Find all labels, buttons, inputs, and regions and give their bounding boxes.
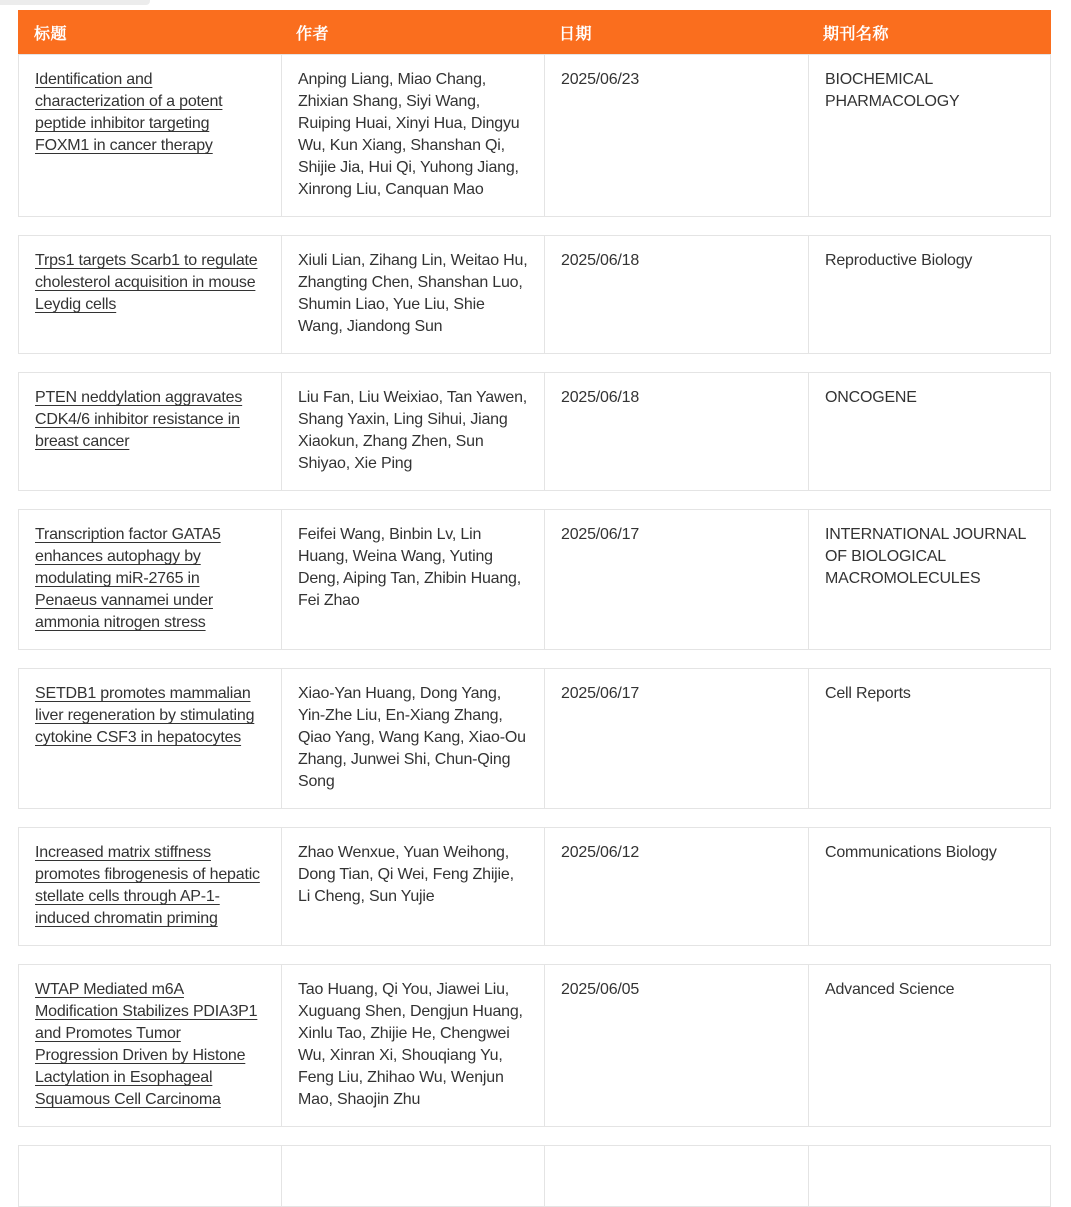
paper-title-link[interactable]: Trps1 targets Scarb1 to regulate cholesterol acquisition in mouse Leydig cells — [35, 252, 258, 313]
title-cell — [19, 510, 281, 649]
date-cell: 2025/06/18 — [544, 236, 808, 353]
authors-cell: Anping Liang, Miao Chang, Zhixian Shang, Siyi Wang, Ruiping Huai, Xinyi Hua, Dingyu Wu, Kun Xiang, Shanshan Qi, Shijie Jia, Hui Qi, Yuhong Jiang, Xinrong Liu, Canquan Mao — [281, 55, 544, 216]
column-header-date: 日期 — [559, 25, 593, 43]
paper-title-link[interactable]: WTAP Mediated m6A Modification Stabilizes PDIA3P1 and Promotes Tumor Progression Driven by Histone Lactylation in Esophageal Squamous Cell Carcinoma — [35, 981, 258, 1108]
column-header-journal: 期刊名称 — [823, 25, 890, 43]
title-cell — [19, 373, 281, 490]
date-cell: 2025/06/18 — [544, 373, 808, 490]
journal-cell: Communications Biology — [808, 828, 1052, 945]
column-header-title: 标题 — [34, 25, 68, 43]
table-row — [18, 827, 1051, 946]
table-row — [18, 372, 1051, 491]
journal-cell: INTERNATIONAL JOURNAL OF BIOLOGICAL MACROMOLECULES — [808, 510, 1052, 649]
column-header-authors: 作者 — [296, 25, 330, 43]
date-cell: 2025/06/17 — [544, 669, 808, 808]
table-row-partial — [18, 1145, 1051, 1207]
title-cell — [19, 55, 281, 216]
papers-table — [18, 10, 1051, 1207]
journal-cell: BIOCHEMICAL PHARMACOLOGY — [808, 55, 1052, 216]
authors-cell: Tao Huang, Qi You, Jiawei Liu, Xuguang Shen, Dengjun Huang, Xinlu Tao, Zhijie He, Chengwei Wu, Xinran Xi, Shouqiang Yu, Feng Liu, Zhihao Wu, Wenjun Mao, Shaojin Zhu — [281, 965, 544, 1126]
journal-cell: ONCOGENE — [808, 373, 1052, 490]
date-cell: 2025/06/12 — [544, 828, 808, 945]
table-row — [18, 668, 1051, 809]
paper-title-link[interactable]: SETDB1 promotes mammalian liver regeneration by stimulating cytokine CSF3 in hepatocytes — [35, 685, 255, 746]
table-row — [18, 964, 1051, 1127]
journal-cell: Cell Reports — [808, 669, 1052, 808]
paper-title-link[interactable]: Identification and characterization of a potent peptide inhibitor targeting FOXM1 in cancer therapy — [35, 71, 223, 154]
journal-cell — [808, 1146, 1052, 1206]
date-cell: 2025/06/05 — [544, 965, 808, 1126]
title-cell — [19, 828, 281, 945]
authors-cell: Zhao Wenxue, Yuan Weihong, Dong Tian, Qi Wei, Feng Zhijie, Li Cheng, Sun Yujie — [281, 828, 544, 945]
title-cell — [19, 1146, 281, 1206]
authors-cell: Xiuli Lian, Zihang Lin, Weitao Hu, Zhangting Chen, Shanshan Luo, Shumin Liao, Yue Liu, Shie Wang, Jiandong Sun — [281, 236, 544, 353]
table-row — [18, 54, 1051, 217]
paper-title-link[interactable]: Increased matrix stiffness promotes fibrogenesis of hepatic stellate cells through AP-1-induced chromatin priming — [35, 844, 260, 927]
authors-cell: Liu Fan, Liu Weixiao, Tan Yawen, Shang Yaxin, Ling Sihui, Jiang Xiaokun, Zhang Zhen, Sun Shiyao, Xie Ping — [281, 373, 544, 490]
date-cell: 2025/06/23 — [544, 55, 808, 216]
table-header-row — [18, 10, 1051, 54]
authors-cell: Xiao-Yan Huang, Dong Yang, Yin-Zhe Liu, En-Xiang Zhang, Qiao Yang, Wang Kang, Xiao-Ou Zhang, Junwei Shi, Chun-Qing Song — [281, 669, 544, 808]
authors-cell — [281, 1146, 544, 1206]
top-left-ui-remnant — [0, 0, 150, 5]
table-row — [18, 509, 1051, 650]
journal-cell: Advanced Science — [808, 965, 1052, 1126]
table-row — [18, 235, 1051, 354]
date-cell — [544, 1146, 808, 1206]
paper-title-link[interactable]: PTEN neddylation aggravates CDK4/6 inhibitor resistance in breast cancer — [35, 389, 243, 450]
journal-cell: Reproductive Biology — [808, 236, 1052, 353]
title-cell — [19, 965, 281, 1126]
paper-title-link[interactable]: Transcription factor GATA5 enhances autophagy by modulating miR-2765 in Penaeus vannamei under ammonia nitrogen stress — [35, 526, 221, 631]
date-cell: 2025/06/17 — [544, 510, 808, 649]
title-cell — [19, 669, 281, 808]
authors-cell: Feifei Wang, Binbin Lv, Lin Huang, Weina Wang, Yuting Deng, Aiping Tan, Zhibin Huang, Fei Zhao — [281, 510, 544, 649]
title-cell — [19, 236, 281, 353]
